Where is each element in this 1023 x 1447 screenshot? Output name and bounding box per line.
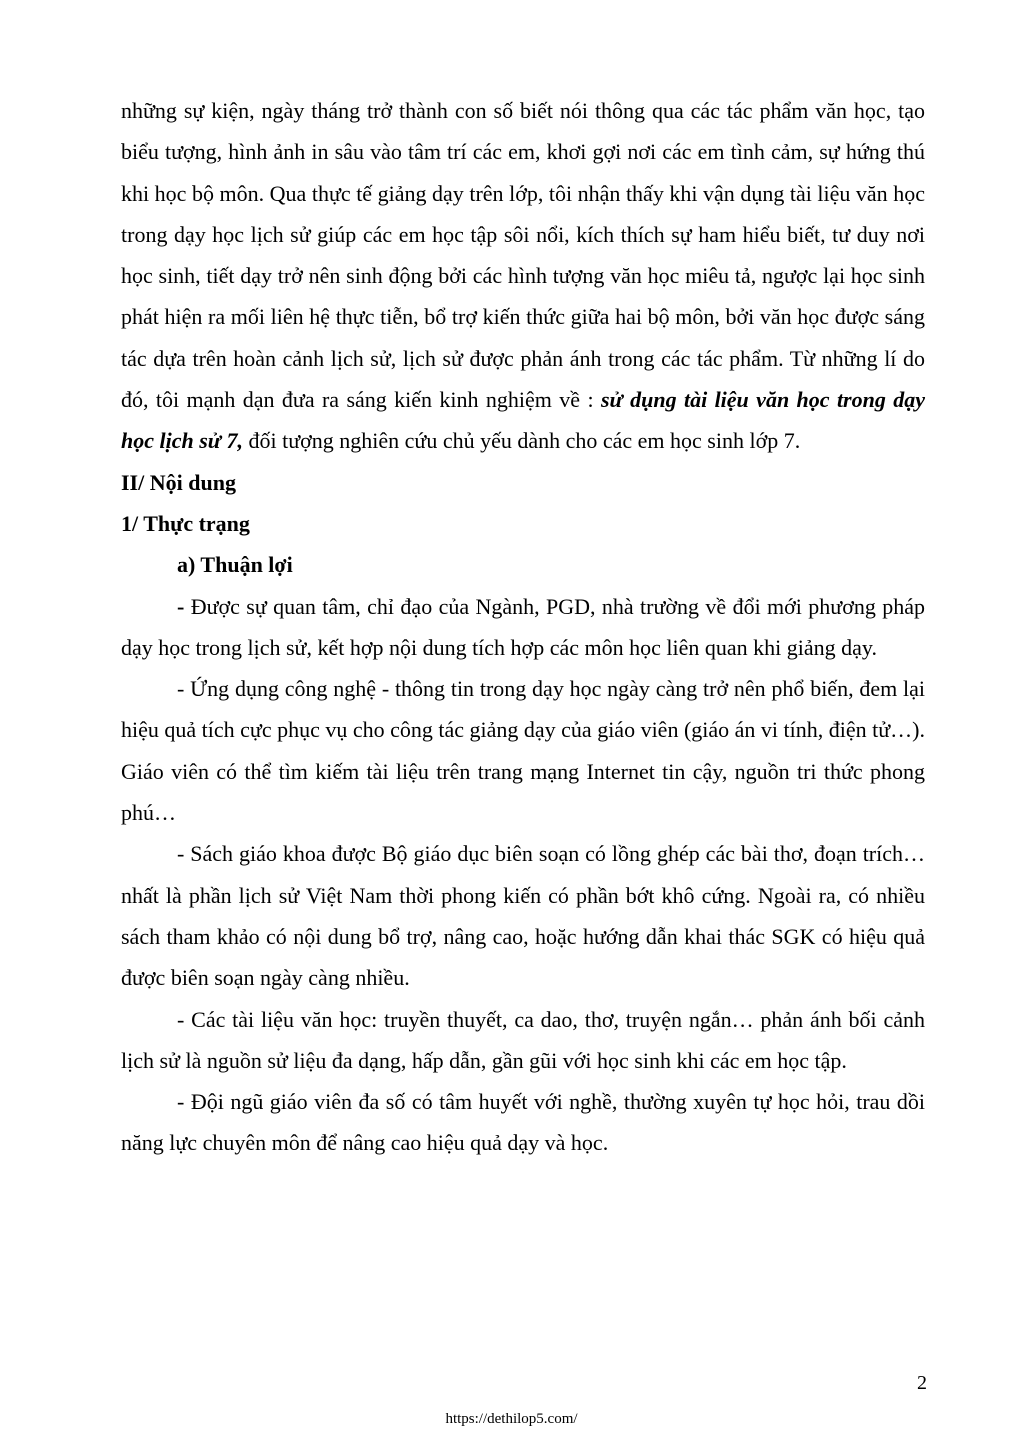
page-number: 2 [917, 1372, 927, 1394]
section-heading: II/ Nội dung [121, 469, 236, 495]
sub-item-heading: a) Thuận lợi [177, 552, 293, 578]
advantage-paragraph-5 [121, 1081, 925, 1164]
intro-emphasis: sử dụng tài liệu văn học trong dạy học lịch sử 7, [121, 387, 926, 454]
advantage-text: Ứng dụng công nghệ - thông tin trong dạy học ngày càng trở nên phổ biến, đem lại hiệu quả tích cực phục vụ cho công tác giảng dạy của giáo viên (giáo án vi tính, điện tử…). Giáo viên có thể tìm kiếm tài liệu trên trang mạng Internet tin cậy, nguồn tri thức phong phú… [121, 676, 925, 826]
advantage-paragraph-4 [121, 999, 925, 1082]
advantage-dash: - [177, 1006, 192, 1032]
intro-text-before: những sự kiện, ngày tháng trở thành con số biết nói thông qua các tác phẩm văn học, tạo biểu tượng, hình ảnh in sâu vào tâm trí các em, khơi gợi nơi các em tình cảm, sự hứng thú khi học bộ môn. Qua thực tế giảng dạy trên lớp, tôi nhận thấy khi vận dụng tài liệu văn học trong dạy học lịch sử giúp các em học tập sôi nổi, kích thích sự ham hiểu biết, tư duy nơi học sinh, tiết dạy trở nên sinh động bởi các hình tượng văn học miêu tả, ngược lại học sinh phát hiện ra mối liên hệ thực tiễn, bổ trợ kiến thức giữa hai bộ môn, bởi văn học được sáng tác dựa trên hoàn cảnh lịch sử, lịch sử được phản ánh trong các tác phẩm. Từ những lí do đó, tôi mạnh dạn đưa ra sáng kiến kinh nghiệm về : [121, 98, 925, 413]
advantage-dash: - [177, 593, 185, 619]
footer-url: https://dethilop5.com/ [445, 1411, 578, 1427]
advantage-text: Được sự quan tâm, chỉ đạo của Ngành, PGD, nhà trường về đổi mới phương pháp dạy học trong lịch sử, kết hợp nội dung tích hợp các môn học liên quan khi giảng dạy. [121, 593, 925, 660]
advantage-text: Sách giáo khoa được Bộ giáo dục biên soạn có lồng ghép các bài thơ, đoạn trích… nhất là phần lịch sử Việt Nam thời phong kiến có phần bớt khô cứng. Ngoài ra, có nhiều sách tham khảo có nội dung bổ trợ, nâng cao, hoặc hướng dẫn khai thác SGK có hiệu quả được biên soạn ngày càng nhiều. [121, 841, 926, 991]
intro-text-after: đối tượng nghiên cứu chủ yếu dành cho các em học sinh lớp 7. [242, 428, 801, 454]
advantage-dash: - [177, 841, 191, 867]
intro-paragraph [121, 90, 925, 462]
advantage-paragraph-2 [121, 668, 925, 833]
advantage-text: Các tài liệu văn học: truyền thuyết, ca dao, thơ, truyện ngắn… phản ánh bối cảnh lịch sử là nguồn sử liệu đa dạng, hấp dẫn, gần gũi với học sinh khi các em học tập. [121, 1006, 925, 1073]
advantage-paragraph-1 [121, 586, 925, 669]
advantage-paragraph-3 [121, 833, 925, 998]
advantage-text: Đội ngũ giáo viên đa số có tâm huyết với nghề, thường xuyên tự học hỏi, trau dồi năng lực chuyên môn để nâng cao hiệu quả dạy và học. [121, 1089, 926, 1156]
advantage-dash: - [177, 1089, 191, 1115]
document-body [121, 90, 925, 1164]
advantage-dash: - [177, 676, 191, 702]
subsection-heading: 1/ Thực trạng [121, 510, 250, 536]
